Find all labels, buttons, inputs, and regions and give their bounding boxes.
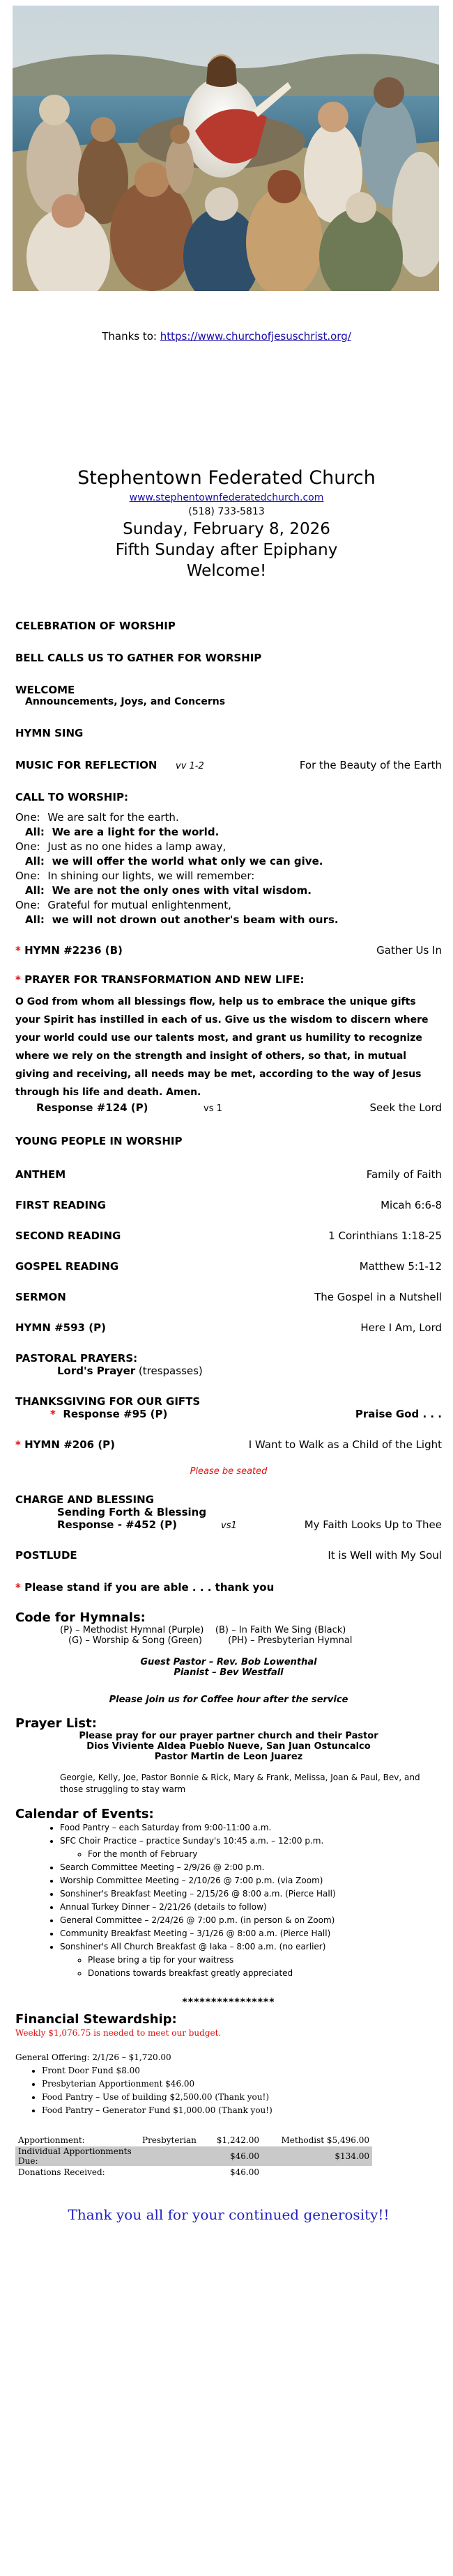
calendar-sub-list xyxy=(60,1848,442,1861)
postlude-row xyxy=(15,1549,442,1562)
stand-marker: * xyxy=(15,973,21,986)
closing-thanks: Thank you all for your continued generosity!! xyxy=(68,2206,390,2223)
calendar-item xyxy=(60,1914,442,1927)
offering-item: • Front Door Fund $8.00 xyxy=(42,2064,442,2078)
call-line-text: Grateful for mutual enlightenment, xyxy=(47,899,231,911)
apportionment-cell: $46.00 xyxy=(208,2146,262,2166)
sermon-label: SERMON xyxy=(15,1291,66,1303)
calendar-item xyxy=(60,1927,442,1940)
gospel-reading-ref: Matthew 5:1-12 xyxy=(359,1260,442,1273)
calendar-sub-list xyxy=(60,1954,442,1980)
image-credit-link[interactable]: https://www.churchofjesuschrist.org/ xyxy=(160,330,351,343)
section-divider-stars: **************** xyxy=(182,1997,275,2008)
call-line xyxy=(15,840,442,854)
stand-note xyxy=(15,1581,442,1594)
sermon-row xyxy=(15,1291,442,1303)
second-reading-row xyxy=(15,1230,442,1242)
call-line-speaker: All: xyxy=(25,913,45,926)
call-line xyxy=(15,898,442,913)
hymnal-codes-heading: Code for Hymnals: xyxy=(15,1610,146,1625)
prayer-text: O God from whom all blessings flow, help us to embrace the unique gifts your Spirit has instilled in each of us. Give us the wisdom to discern where your world could use our talents most, and grant us humility to recognize where we rely on the strength and insight of others, so that, in mutual giving and receiving, all needs may be met, according to the way of Jesus through his life and death. Amen. xyxy=(15,996,429,1098)
announcements-line: Announcements, Joys, and Concerns xyxy=(25,696,226,707)
pastoral-prayers-heading: PASTORAL PRAYERS: xyxy=(15,1352,138,1365)
response-95-label: Response #95 (P) xyxy=(63,1408,168,1420)
anthem-label: ANTHEM xyxy=(15,1168,66,1181)
call-line-speaker: One: xyxy=(15,840,40,853)
call-line-text: In shining our lights, we will remember: xyxy=(47,870,255,882)
call-line-speaker: One: xyxy=(15,811,40,824)
bell-heading: BELL CALLS US TO GATHER FOR WORSHIP xyxy=(15,652,262,664)
call-line-text: We are salt for the earth. xyxy=(47,811,179,824)
weekly-need: Weekly $1,076.75 is needed to meet our budget. xyxy=(15,2028,222,2038)
calendar-item-text: Community Breakfast Meeting – 3/1/26 @ 8:00 a.m. (Pierce Hall) xyxy=(60,1929,331,1938)
welcome-heading: Welcome! xyxy=(186,562,267,580)
apportionment-row xyxy=(15,2166,372,2178)
thanksgiving-heading: THANKSGIVING FOR OUR GIFTS xyxy=(15,1395,201,1408)
call-line xyxy=(15,854,442,869)
apportionment-cell: $134.00 xyxy=(262,2146,372,2166)
hymn-206-title: I Want to Walk as a Child of the Light xyxy=(248,1438,442,1451)
first-reading-row xyxy=(15,1199,442,1211)
please-be-seated-note: Please be seated xyxy=(190,1466,268,1477)
call-line-text: we will offer the world what only we can give. xyxy=(52,855,323,867)
lords-prayer-version: (trespasses) xyxy=(135,1365,203,1377)
young-people-heading: YOUNG PEOPLE IN WORSHIP xyxy=(15,1135,183,1147)
coffee-hour-note: Please join us for Coffee hour after the service xyxy=(109,1695,348,1705)
welcome-section-heading: WELCOME xyxy=(15,684,75,696)
call-line-text: we will not drown out another's beam with ours. xyxy=(52,913,339,926)
stand-marker: * xyxy=(15,944,21,957)
general-offering: General Offering: 2/1/26 – $1,720.00 xyxy=(15,2052,171,2062)
apportionment-cell: Apportionment: xyxy=(18,2135,85,2145)
hymnal-codes-line-1: (P) – Methodist Hymnal (Purple) (B) – In Faith We Sing (Black) xyxy=(60,1625,346,1635)
prayer-partner-line-3: Pastor Martin de Leon Juarez xyxy=(154,1752,303,1762)
response-452-row xyxy=(15,1518,442,1531)
calendar-item xyxy=(60,1940,442,1980)
prayer-list-heading: Prayer List: xyxy=(15,1716,97,1731)
offering-items-list xyxy=(15,2064,442,2117)
call-line-speaker: All: xyxy=(25,884,45,897)
apportionment-cell: $1,242.00 xyxy=(216,2135,259,2145)
celebration-heading: CELEBRATION OF WORSHIP xyxy=(15,620,176,632)
music-reflection-verses: vv 1-2 xyxy=(176,761,204,771)
apportionment-row xyxy=(15,2134,372,2146)
call-line xyxy=(15,913,442,927)
apportionment-cell: Individual Apportionments Due: xyxy=(15,2146,139,2166)
liturgical-season: Fifth Sunday after Epiphany xyxy=(115,541,338,559)
stand-marker: * xyxy=(15,1438,21,1451)
anthem-title: Family of Faith xyxy=(366,1168,442,1181)
call-line-text: We are a light for the world. xyxy=(52,826,220,838)
calendar-item-text: Sonshiner's Breakfast Meeting – 2/15/26 @ 8:00 a.m. (Pierce Hall) xyxy=(60,1889,336,1899)
order-of-worship xyxy=(15,613,442,2223)
hymn-593-row xyxy=(15,1321,442,1334)
first-reading-label: FIRST READING xyxy=(15,1199,106,1211)
sermon-title: The Gospel in a Nutshell xyxy=(314,1291,442,1303)
charge-blessing-heading: CHARGE AND BLESSING xyxy=(15,1493,154,1506)
postlude-title: It is Well with My Soul xyxy=(328,1549,442,1562)
hymn-206-row xyxy=(15,1438,442,1451)
gospel-reading-row xyxy=(15,1260,442,1273)
hymn-2236-title: Gather Us In xyxy=(376,944,442,957)
hymn-sing-heading: HYMN SING xyxy=(15,727,84,739)
apportionment-cell: Presbyterian xyxy=(142,2135,197,2145)
lords-prayer-label: Lord's Prayer xyxy=(57,1365,136,1377)
response-95-row xyxy=(15,1408,442,1420)
prayer-list xyxy=(15,1716,442,1796)
calendar-list xyxy=(15,1821,442,1980)
calendar-item-text: SFC Choir Practice – practice Sunday's 10:45 a.m. – 12:00 p.m. xyxy=(60,1836,324,1846)
apportionment-row xyxy=(15,2146,372,2166)
stand-marker: * xyxy=(15,1581,21,1594)
call-line-text: We are not the only ones with vital wisdom. xyxy=(52,884,312,897)
apportionment-table xyxy=(15,2134,372,2178)
prayer-heading-text: PRAYER FOR TRANSFORMATION AND NEW LIFE: xyxy=(24,973,305,986)
call-to-worship-heading: CALL TO WORSHIP: xyxy=(15,791,128,803)
calendar-sub-item: ◦ Donations towards breakfast greatly appreciated xyxy=(88,1967,442,1980)
calendar-item-text: Food Pantry – each Saturday from 9:00-11:00 a.m. xyxy=(60,1823,272,1832)
prayer-heading xyxy=(15,973,442,986)
offering-item: • Food Pantry – Use of building $2,500.00 (Thank you!) xyxy=(42,2091,442,2104)
calendar-item-text: Worship Committee Meeting – 2/10/26 @ 7:00 p.m. (via Zoom) xyxy=(60,1876,323,1885)
church-website-link[interactable]: www.stephentownfederatedchurch.com xyxy=(129,492,324,503)
calendar-item-text: Search Committee Meeting – 2/9/26 @ 2:00 p.m. xyxy=(60,1862,265,1872)
sending-forth-line: Sending Forth & Blessing xyxy=(57,1506,207,1518)
stand-note-text: Please stand if you are able . . . thank you xyxy=(24,1581,275,1594)
calendar-item xyxy=(60,1887,442,1901)
gospel-reading-label: GOSPEL READING xyxy=(15,1260,119,1273)
offering-item: • Presbyterian Apportionment $46.00 xyxy=(42,2078,442,2091)
hymnal-codes-line-2: (G) – Worship & Song (Green) (PH) – Presbyterian Hymnal xyxy=(68,1635,353,1646)
calendar-of-events xyxy=(15,1807,442,2008)
call-line xyxy=(15,810,442,825)
response-452-title: My Faith Looks Up to Thee xyxy=(304,1518,442,1531)
call-line-speaker: All: xyxy=(25,855,45,867)
church-name: Stephentown Federated Church xyxy=(77,467,376,489)
finance-heading: Financial Stewardship: xyxy=(15,2012,177,2027)
hymn-206-label: HYMN #206 (P) xyxy=(24,1438,116,1451)
response-124-title: Seek the Lord xyxy=(369,1101,442,1114)
call-line xyxy=(15,869,442,883)
financial-stewardship xyxy=(15,2012,442,2223)
call-line-speaker: One: xyxy=(15,899,40,911)
response-95-title: Praise God . . . xyxy=(355,1408,442,1420)
prayer-partner-line-2: Dios Viviente Aldea Pueblo Nueve, San Juan Ostuncalco xyxy=(86,1741,371,1752)
offering-item: • Food Pantry – Generator Fund $1,000.00 (Thank you!) xyxy=(42,2104,442,2117)
music-reflection-label: MUSIC FOR REFLECTION xyxy=(15,759,158,771)
call-line-text: Just as no one hides a lamp away, xyxy=(47,840,227,853)
call-to-worship-responses xyxy=(15,810,442,927)
hymn-2236-label: HYMN #2236 (B) xyxy=(24,944,123,957)
music-reflection-row xyxy=(15,759,442,771)
hymn-2236-row xyxy=(15,944,442,957)
apportionment-cell: Methodist $5,496.00 xyxy=(281,2135,369,2145)
calendar-heading: Calendar of Events: xyxy=(15,1807,154,1821)
church-header xyxy=(0,466,453,581)
hymn-593-label: HYMN #593 (P) xyxy=(15,1321,106,1334)
prayer-partner-line-1: Please pray for our prayer partner church and their Pastor xyxy=(79,1731,378,1741)
pianist: Pianist – Bev Westfall xyxy=(174,1667,284,1678)
calendar-item-text: Annual Turkey Dinner – 2/21/26 (details to follow) xyxy=(60,1902,267,1912)
second-reading-label: SECOND READING xyxy=(15,1230,121,1242)
apportionment-cell: Donations Received: xyxy=(18,2167,105,2177)
stand-marker: * xyxy=(50,1408,56,1420)
hymnal-codes xyxy=(15,1610,442,1705)
calendar-item xyxy=(60,1874,442,1887)
hymn-593-title: Here I Am, Lord xyxy=(360,1321,442,1334)
call-line-speaker: One: xyxy=(15,870,40,882)
calendar-item-text: Sonshiner's All Church Breakfast @ Iaka – 8:00 a.m. (no earlier) xyxy=(60,1942,326,1951)
hero-painting xyxy=(13,6,439,291)
response-124-verse: vs 1 xyxy=(204,1104,222,1114)
call-line xyxy=(15,825,442,840)
apportionment-cell: $46.00 xyxy=(230,2167,259,2177)
music-reflection-title: For the Beauty of the Earth xyxy=(299,759,442,771)
service-date: Sunday, February 8, 2026 xyxy=(123,520,330,538)
calendar-item xyxy=(60,1821,442,1835)
lords-prayer-line xyxy=(15,1365,442,1377)
calendar-sub-item: ◦ Please bring a tip for your waitress xyxy=(88,1954,442,1967)
second-reading-ref: 1 Corinthians 1:18-25 xyxy=(328,1230,442,1242)
image-credit-prefix: Thanks to: xyxy=(102,330,160,343)
calendar-item xyxy=(60,1861,442,1874)
call-line xyxy=(15,883,442,898)
call-line-speaker: All: xyxy=(25,826,45,838)
response-452-label: Response - #452 (P) xyxy=(57,1518,177,1531)
apportionment-cell xyxy=(139,2146,208,2166)
postlude-label: POSTLUDE xyxy=(15,1549,77,1562)
guest-pastor: Guest Pastor – Rev. Bob Lowenthal xyxy=(140,1657,317,1667)
response-452-verse: vs1 xyxy=(221,1521,237,1531)
prayer-names: Georgie, Kelly, Joe, Pastor Bonnie & Rick, Mary & Frank, Melissa, Joan & Paul, Bev, and those struggling to stay warm xyxy=(60,1773,420,1794)
calendar-item xyxy=(60,1835,442,1861)
apportionment-cell xyxy=(262,2166,372,2178)
calendar-item xyxy=(60,1901,442,1914)
image-credit xyxy=(0,330,453,343)
apportionment-cell xyxy=(139,2166,208,2178)
first-reading-ref: Micah 6:6-8 xyxy=(381,1199,442,1211)
jesus-teaching-crowd-image xyxy=(13,6,439,291)
church-phone: (518) 733-5813 xyxy=(188,506,265,517)
calendar-sub-item: ◦ For the month of February xyxy=(88,1848,442,1861)
response-124-row xyxy=(15,1101,442,1114)
response-124-label: Response #124 (P) xyxy=(36,1101,148,1114)
calendar-item-text: General Committee – 2/24/26 @ 7:00 p.m. (in person & on Zoom) xyxy=(60,1915,335,1925)
anthem-row xyxy=(15,1168,442,1181)
